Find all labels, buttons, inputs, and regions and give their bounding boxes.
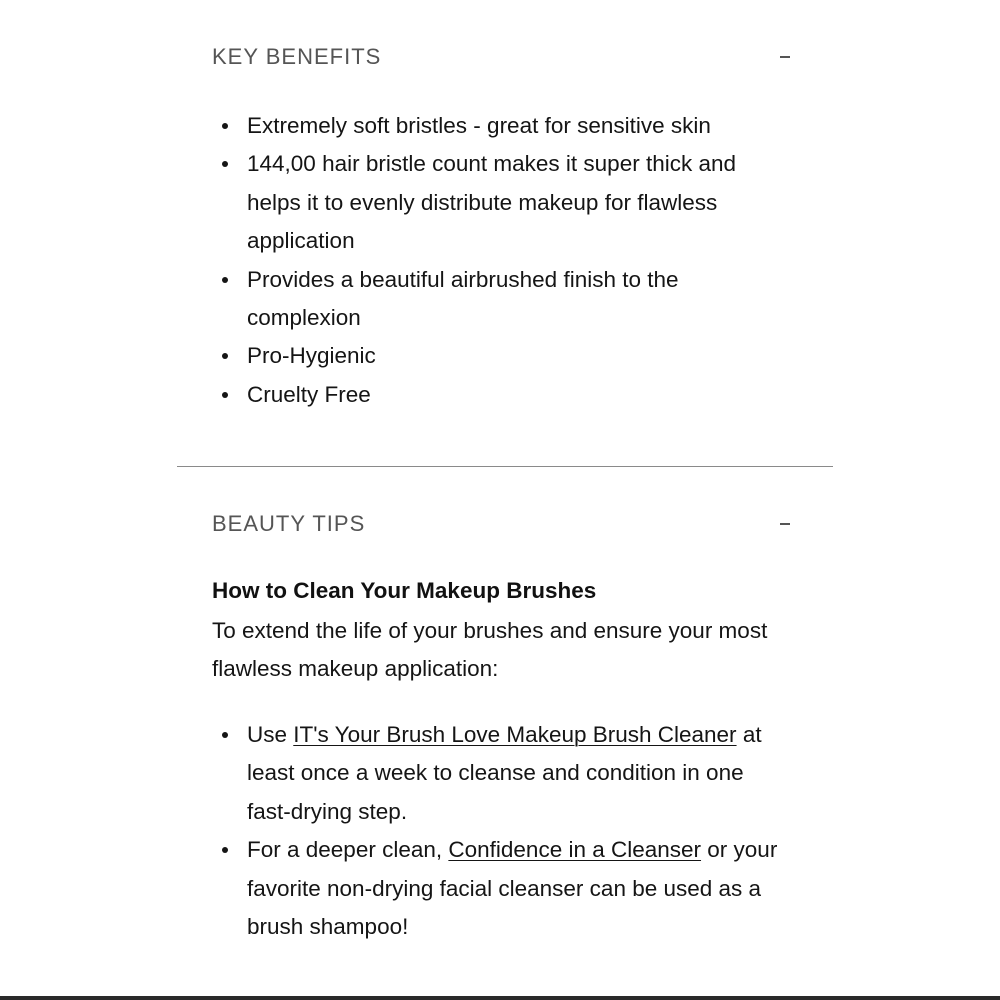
- list-item: [212, 261, 792, 338]
- list-item: [212, 716, 792, 831]
- bullet-icon: [222, 123, 228, 129]
- tips-heading: How to Clean Your Makeup Brushes: [212, 578, 597, 603]
- beauty-tips-title: BEAUTY TIPS: [212, 511, 366, 536]
- benefit-text: Pro-Hygienic: [247, 343, 376, 369]
- benefit-text: Extremely soft bristles - great for sensitive skin: [247, 113, 711, 138]
- bullet-icon: [222, 353, 228, 359]
- beauty-tips-header[interactable]: [212, 509, 792, 539]
- brush-cleaner-link[interactable]: IT's Your Brush Love Makeup Brush Cleaner: [293, 722, 737, 747]
- bullet-icon: [222, 847, 228, 853]
- benefit-text: Provides a beautiful airbrushed finish to the complexion: [247, 266, 679, 331]
- bullet-icon: [222, 161, 228, 167]
- bottom-border: [0, 996, 1000, 1000]
- key-benefits-list: [212, 107, 792, 414]
- bullet-icon: [222, 732, 228, 738]
- list-item: [212, 145, 792, 260]
- cleanser-link[interactable]: Confidence in a Cleanser: [448, 837, 702, 863]
- section-divider: [177, 466, 833, 467]
- list-item: [212, 337, 792, 375]
- bullet-icon: [222, 277, 228, 283]
- key-benefits-header[interactable]: [212, 42, 792, 72]
- list-item: [212, 831, 792, 946]
- tips-intro: To extend the life of your brushes and ensure your most flawless makeup application:: [212, 618, 768, 682]
- tip-text-before: Use: [247, 722, 294, 747]
- benefit-text: 144,00 hair bristle count makes it super thick and helps it to evenly distribute makeup for flawless application: [247, 151, 737, 254]
- tip-text-after: at least once a week to cleanse and condition in one fast-drying step.: [247, 722, 762, 824]
- bullet-icon: [222, 392, 228, 398]
- minus-icon[interactable]: [780, 56, 790, 58]
- key-benefits-title: KEY BENEFITS: [212, 44, 382, 69]
- minus-icon[interactable]: [780, 523, 790, 525]
- tip-text-before: For a deeper clean,: [247, 837, 449, 863]
- benefit-text: Cruelty Free: [247, 381, 371, 407]
- beauty-tips-list: [212, 716, 792, 946]
- list-item: [212, 107, 792, 145]
- tip-text-after: or your favorite non-drying facial cleanser can be used as a brush shampoo!: [247, 837, 778, 940]
- list-item: [212, 376, 792, 414]
